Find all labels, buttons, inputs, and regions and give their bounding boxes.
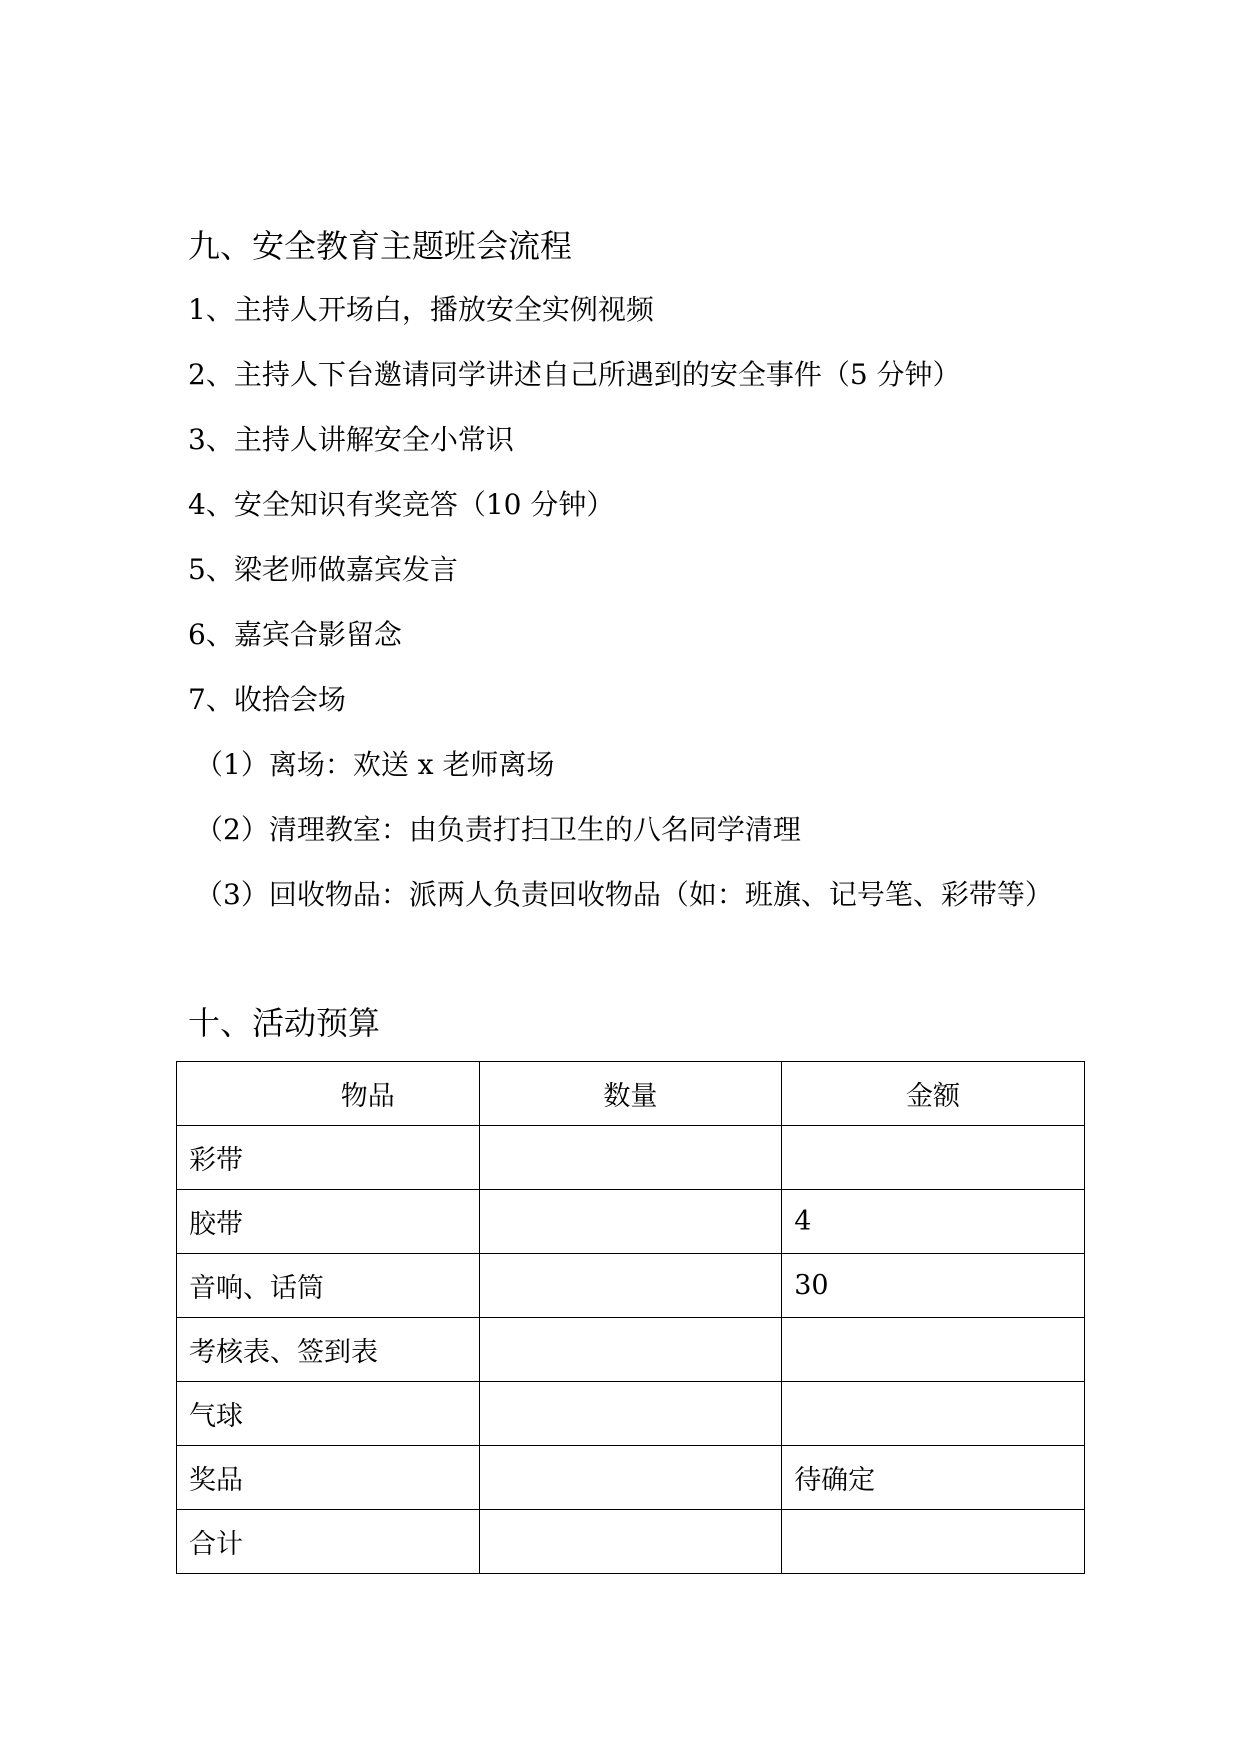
table-row xyxy=(177,1318,1085,1382)
flow-substep xyxy=(0,875,1241,940)
quantity-cell xyxy=(479,1190,782,1254)
flow-step-text: 2、主持人下台邀请同学讲述自己所遇到的安全事件（5 分钟） xyxy=(188,358,961,391)
amount-cell: 4 xyxy=(782,1190,1085,1254)
item-cell: 音响、话筒 xyxy=(177,1254,480,1318)
amount-cell xyxy=(782,1510,1085,1574)
flow-substep-text: （1）离场：欢送 x 老师离场 xyxy=(195,748,555,781)
flow-step-text: 7、收拾会场 xyxy=(188,683,346,716)
section-heading-budget: 十、活动预算 xyxy=(188,1004,381,1042)
quantity-cell xyxy=(479,1318,782,1382)
flow-step-text: 6、嘉宾合影留念 xyxy=(188,618,402,651)
flow-step xyxy=(0,615,1241,680)
quantity-cell xyxy=(479,1254,782,1318)
flow-step-text: 4、安全知识有奖竞答（10 分钟） xyxy=(188,488,615,521)
table-row xyxy=(177,1254,1085,1318)
flow-step xyxy=(0,355,1241,420)
budget-table xyxy=(176,1061,1085,1574)
column-header-item: 物品 xyxy=(177,1062,480,1126)
amount-cell xyxy=(782,1382,1085,1446)
table-row xyxy=(177,1446,1085,1510)
amount-cell: 30 xyxy=(782,1254,1085,1318)
quantity-cell xyxy=(479,1510,782,1574)
table-row xyxy=(177,1126,1085,1190)
item-cell: 气球 xyxy=(177,1382,480,1446)
flow-step xyxy=(0,485,1241,550)
table-row xyxy=(177,1190,1085,1254)
table-row-total xyxy=(177,1510,1085,1574)
flow-step-text: 5、梁老师做嘉宾发言 xyxy=(188,553,458,586)
flow-substep xyxy=(0,810,1241,875)
item-cell: 合计 xyxy=(177,1510,480,1574)
quantity-cell xyxy=(479,1446,782,1510)
flow-substep-text: （3）回收物品：派两人负责回收物品（如：班旗、记号笔、彩带等） xyxy=(195,878,1053,911)
flow-step-list xyxy=(0,290,1241,940)
flow-step xyxy=(0,550,1241,615)
column-header-quantity: 数量 xyxy=(479,1062,782,1126)
flow-substep xyxy=(0,745,1241,810)
budget-header-row xyxy=(177,1062,1085,1126)
flow-step-text: 1、主持人开场白，播放安全实例视频 xyxy=(188,293,654,326)
flow-step xyxy=(0,290,1241,355)
flow-substep-text: （2）清理教室：由负责打扫卫生的八名同学清理 xyxy=(195,813,801,846)
quantity-cell xyxy=(479,1382,782,1446)
item-cell: 彩带 xyxy=(177,1126,480,1190)
amount-cell: 待确定 xyxy=(782,1446,1085,1510)
flow-step xyxy=(0,680,1241,745)
quantity-cell xyxy=(479,1126,782,1190)
section-heading-flow: 九、安全教育主题班会流程 xyxy=(188,227,573,265)
flow-step-text: 3、主持人讲解安全小常识 xyxy=(188,423,514,456)
item-cell: 考核表、签到表 xyxy=(177,1318,480,1382)
flow-step xyxy=(0,420,1241,485)
amount-cell xyxy=(782,1126,1085,1190)
item-cell: 胶带 xyxy=(177,1190,480,1254)
amount-cell xyxy=(782,1318,1085,1382)
column-header-amount: 金额 xyxy=(782,1062,1085,1126)
table-row xyxy=(177,1382,1085,1446)
item-cell: 奖品 xyxy=(177,1446,480,1510)
